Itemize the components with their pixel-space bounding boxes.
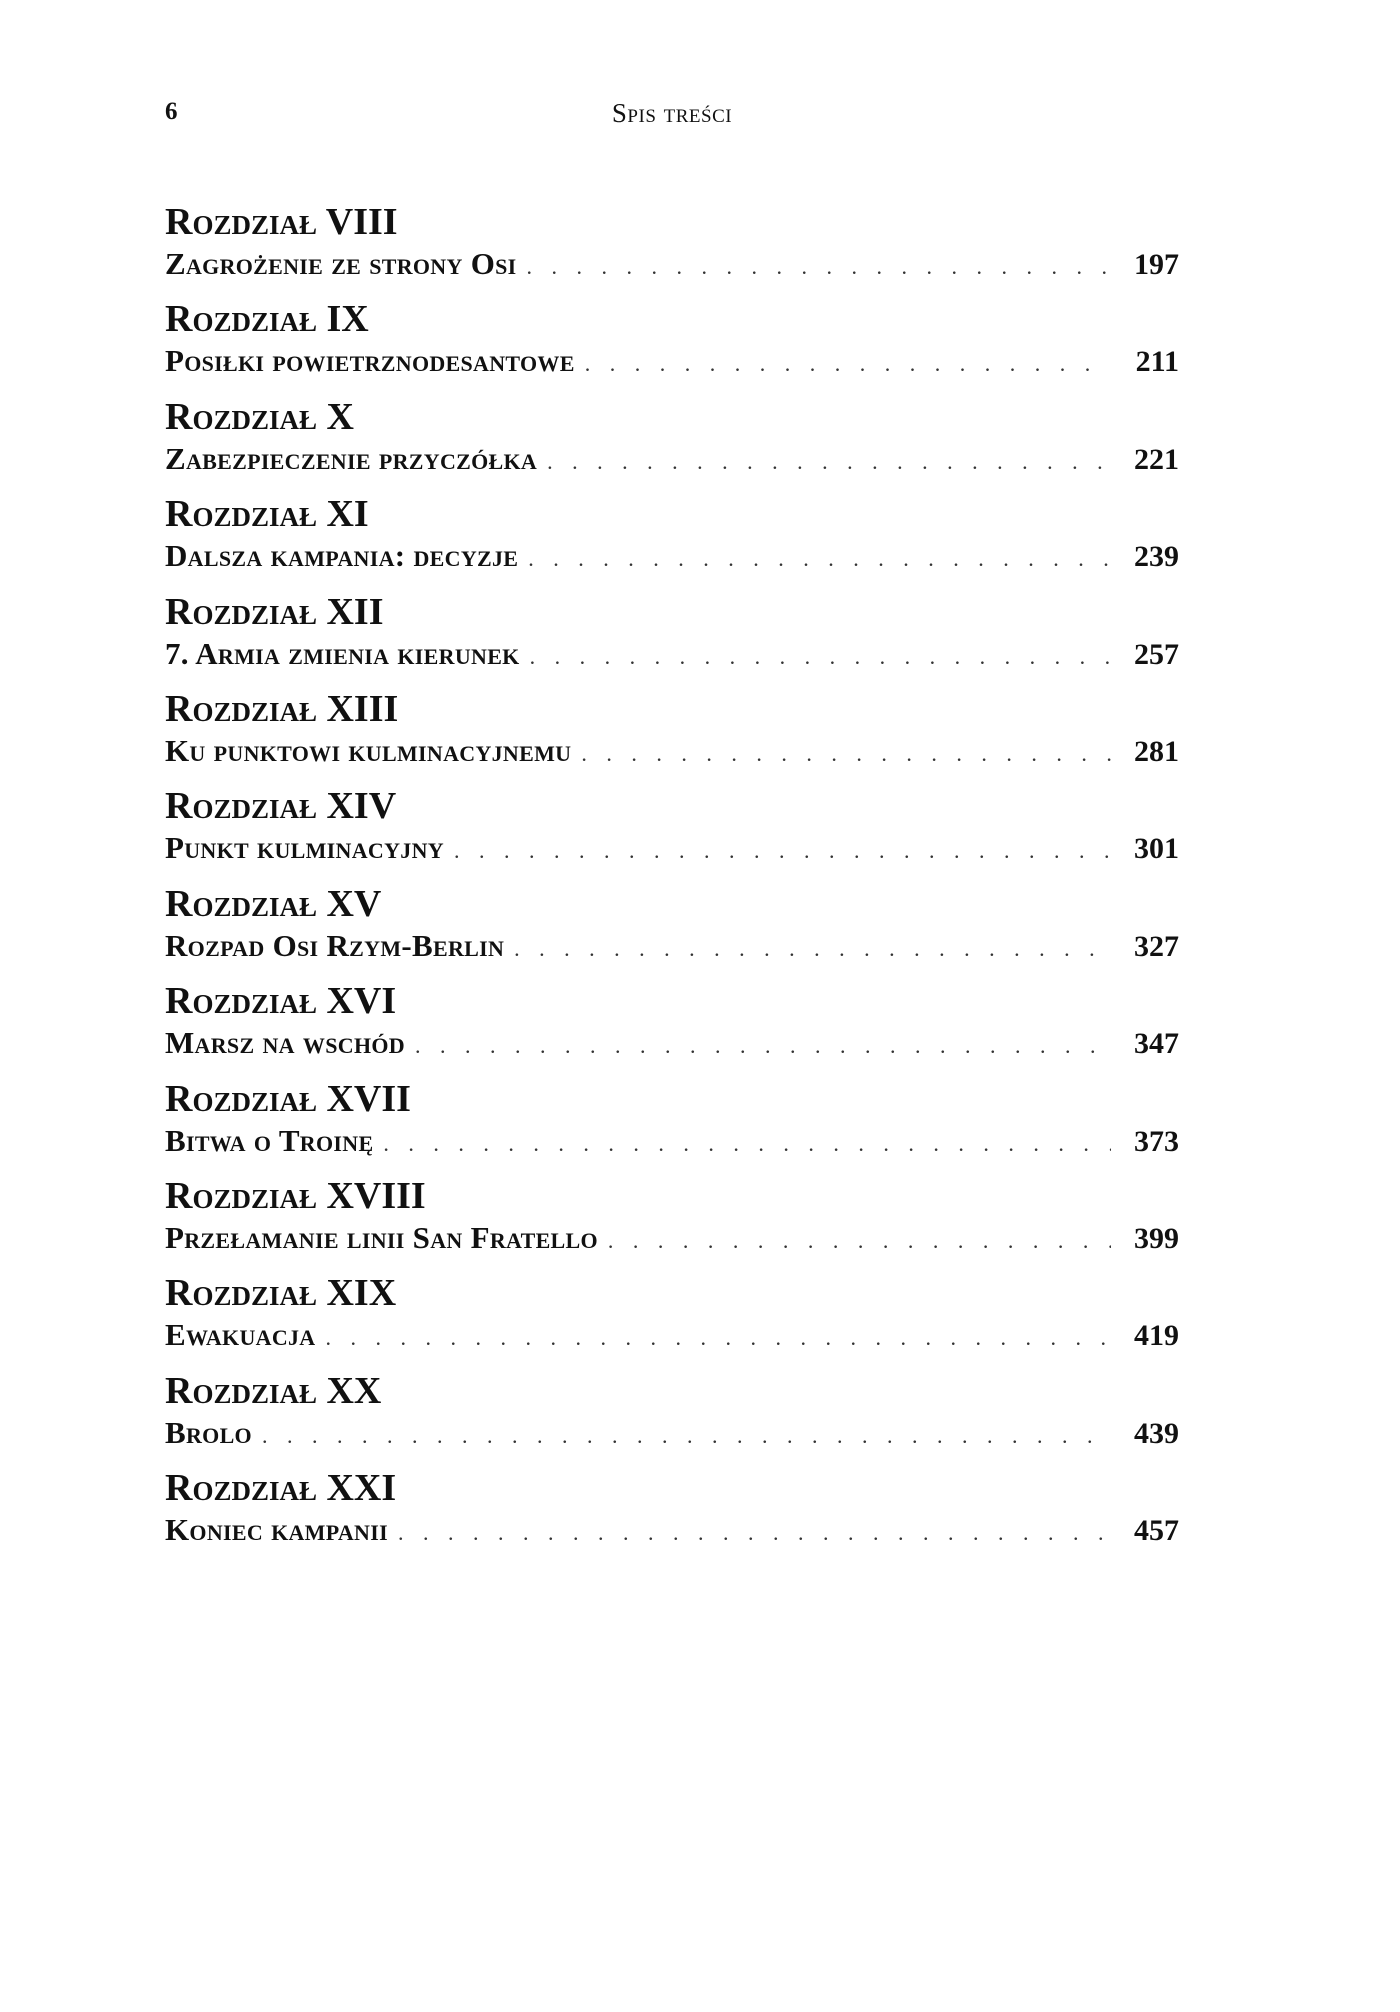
dot-leader bbox=[514, 929, 1111, 969]
toc-title-line bbox=[165, 926, 1179, 969]
chapter-title: Rozpad Osi Rzym-Berlin bbox=[165, 927, 505, 963]
toc-entry bbox=[165, 1075, 1179, 1172]
table-of-contents bbox=[165, 198, 1179, 1561]
chapter-title: Punkt kulminacyjny bbox=[165, 830, 444, 866]
chapter-label: Rozdział X bbox=[165, 395, 354, 438]
toc-title-line bbox=[165, 1510, 1179, 1553]
chapter-label: Rozdział XXI bbox=[165, 1467, 397, 1510]
toc-entry bbox=[165, 1464, 1179, 1561]
chapter-label: Rozdział XI bbox=[165, 493, 369, 536]
toc-title-line bbox=[165, 731, 1179, 774]
dot-leader bbox=[398, 1513, 1111, 1553]
toc-entry bbox=[165, 295, 1179, 392]
chapter-label: Rozdział XVI bbox=[165, 980, 397, 1023]
chapter-title: Posiłki powietrznodesantowe bbox=[165, 343, 575, 379]
page-reference: 239 bbox=[1134, 540, 1179, 574]
toc-title-line bbox=[165, 1023, 1179, 1066]
chapter-label: Rozdział XII bbox=[165, 590, 384, 633]
page-reference: 327 bbox=[1134, 929, 1179, 963]
page-reference: 301 bbox=[1134, 832, 1179, 866]
toc-title-line bbox=[165, 439, 1179, 482]
chapter-label: Rozdział XIII bbox=[165, 687, 399, 730]
dot-leader bbox=[262, 1416, 1111, 1456]
toc-title-line bbox=[165, 341, 1179, 384]
toc-entry bbox=[165, 198, 1179, 295]
page-reference: 399 bbox=[1134, 1221, 1179, 1255]
dot-leader bbox=[383, 1124, 1111, 1164]
toc-title-line bbox=[165, 828, 1179, 871]
toc-entry bbox=[165, 490, 1179, 587]
chapter-label: Rozdział XX bbox=[165, 1369, 382, 1412]
running-title: Spis treści bbox=[611, 98, 733, 128]
toc-entry bbox=[165, 685, 1179, 782]
dot-leader bbox=[547, 442, 1111, 482]
dot-leader bbox=[608, 1221, 1111, 1261]
chapter-label: Rozdział XIV bbox=[165, 785, 397, 828]
chapter-title: Zabezpieczenie przyczółka bbox=[165, 440, 538, 476]
toc-title-line bbox=[165, 1218, 1179, 1261]
running-head bbox=[165, 98, 1179, 138]
chapter-title: Bitwa o Troinę bbox=[165, 1122, 374, 1158]
page-reference: 257 bbox=[1134, 637, 1179, 671]
chapter-title: Brolo bbox=[165, 1414, 252, 1450]
toc-entry bbox=[165, 1172, 1179, 1269]
page-reference: 439 bbox=[1134, 1416, 1179, 1450]
chapter-label: Rozdział XV bbox=[165, 882, 382, 925]
dot-leader bbox=[530, 637, 1111, 677]
toc-entry bbox=[165, 588, 1179, 685]
toc-title-line bbox=[165, 1121, 1179, 1164]
page-number: 6 bbox=[165, 98, 178, 125]
dot-leader bbox=[528, 539, 1111, 579]
chapter-title: Ku punktowi kulminacyjnemu bbox=[165, 732, 572, 768]
toc-entry bbox=[165, 782, 1179, 879]
dot-leader bbox=[326, 1318, 1112, 1358]
toc-title-line bbox=[165, 1413, 1179, 1456]
page-reference: 221 bbox=[1134, 442, 1179, 476]
page-reference: 347 bbox=[1134, 1027, 1179, 1061]
chapter-title: Marsz na wschód bbox=[165, 1025, 405, 1061]
chapter-label: Rozdział XVII bbox=[165, 1077, 411, 1120]
chapter-label: Rozdział XIX bbox=[165, 1272, 397, 1315]
dot-leader bbox=[527, 247, 1111, 287]
dot-leader bbox=[454, 831, 1111, 871]
page-reference: 457 bbox=[1134, 1514, 1179, 1548]
dot-leader bbox=[415, 1026, 1111, 1066]
toc-entry bbox=[165, 1269, 1179, 1366]
dot-leader bbox=[585, 344, 1111, 384]
page-reference: 281 bbox=[1134, 734, 1179, 768]
chapter-title: Koniec kampanii bbox=[165, 1512, 388, 1548]
toc-entry bbox=[165, 1367, 1179, 1464]
chapter-title: Dalsza kampania: decyzje bbox=[165, 538, 519, 574]
toc-entry bbox=[165, 977, 1179, 1074]
page-reference: 373 bbox=[1134, 1124, 1179, 1158]
toc-title-line bbox=[165, 1315, 1179, 1358]
page-reference: 419 bbox=[1134, 1319, 1179, 1353]
chapter-label: Rozdział IX bbox=[165, 298, 369, 341]
chapter-title: Ewakuacja bbox=[165, 1317, 316, 1353]
chapter-title: Zagrożenie ze strony Osi bbox=[165, 246, 517, 281]
dot-leader bbox=[581, 734, 1111, 774]
chapter-title: 7. Armia zmienia kierunek bbox=[165, 635, 520, 671]
toc-title-line bbox=[165, 536, 1179, 579]
page-reference: 211 bbox=[1135, 345, 1179, 379]
chapter-label: Rozdział VIII bbox=[165, 201, 398, 243]
page-reference: 197 bbox=[1134, 248, 1179, 281]
toc-title-line bbox=[165, 244, 1179, 287]
toc-entry bbox=[165, 393, 1179, 490]
chapter-title: Przełamanie linii San Fratello bbox=[165, 1219, 598, 1255]
toc-title-line bbox=[165, 634, 1179, 677]
chapter-label: Rozdział XVIII bbox=[165, 1174, 426, 1217]
toc-entry bbox=[165, 880, 1179, 977]
